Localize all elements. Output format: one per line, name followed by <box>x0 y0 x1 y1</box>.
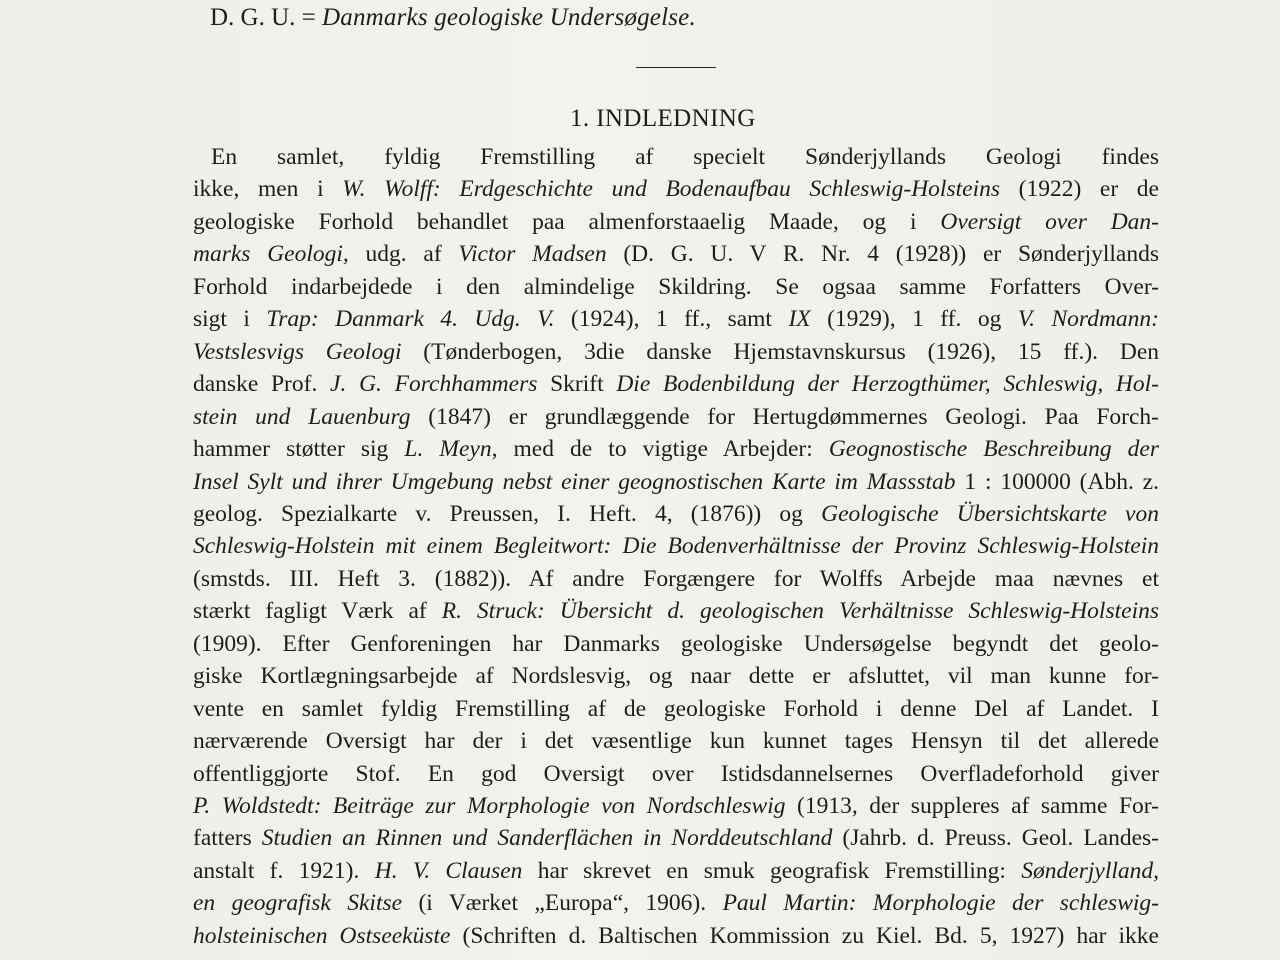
text-span: (1847) er grundlæggende for Hertugdømmernes Geologi. Paa Forch- <box>410 403 1159 430</box>
text-span: En samlet, fyldig Fremstilling af specielt Sønderjyllands Geologi findes <box>211 144 1159 170</box>
italic-span: Schleswig-Holstein mit einem Begleitwort: Die Bodenverhältnisse der Provinz Schleswig-Holstein <box>193 533 1159 560</box>
text-line <box>193 920 1159 952</box>
italic-span: Geognostische Beschreibung der <box>828 436 1159 463</box>
text-line <box>193 822 1159 854</box>
text-span: giske Kortlægningsarbejde af Nordslesvig, og naar dette er afsluttet, vil man kunne for- <box>193 663 1159 690</box>
text-line <box>193 368 1159 400</box>
abbreviation-expansion: Danmarks geologiske Undersøgelse. <box>322 4 696 31</box>
text-span: (i Værket „Europa“, 1906). <box>402 890 723 917</box>
text-span: geolog. Spezialkarte v. Preussen, I. Heft. 4, (1876)) og <box>193 500 822 527</box>
italic-span: Trap: Danmark 4. Udg. V. <box>266 306 555 333</box>
text-line <box>211 141 1159 173</box>
section-divider <box>636 67 716 68</box>
italic-span: Geologische Übersichtskarte von <box>821 500 1159 527</box>
text-line <box>193 336 1159 368</box>
text-span: fatters <box>193 825 262 852</box>
text-span: (1924), 1 ff., samt <box>554 306 789 333</box>
text-span: hammer støtter sig <box>193 436 405 463</box>
italic-span: Die Bodenbildung der Herzogthümer, Schleswig, Hol- <box>616 371 1159 398</box>
text-line <box>193 433 1159 465</box>
text-line <box>193 303 1159 335</box>
italic-span: V. Nordmann: <box>1017 306 1160 333</box>
text-span: nærværende Oversigt har der i det væsentlige kun kunnet tages Hensyn til det allerede <box>193 728 1159 755</box>
text-line <box>193 595 1159 627</box>
italic-span: Victor Madsen <box>458 241 607 268</box>
italic-span: P. Woldstedt: Beiträge zur Morphologie von Nordschleswig <box>193 793 786 819</box>
text-line <box>193 693 1159 725</box>
text-span: (Jahrb. d. Preuss. Geol. Landes- <box>832 825 1159 852</box>
text-span: (1909). Efter Genforeningen har Danmarks geologiske Undersøgelse begyndt det geolo- <box>193 630 1159 657</box>
text-line <box>193 271 1159 303</box>
text-span: 1 : 100000 (Abh. z. <box>955 468 1159 495</box>
text-span: (D. G. U. V R. Nr. 4 (1928)) er Sønderjyllands <box>606 241 1159 268</box>
text-line <box>193 206 1159 238</box>
text-line <box>193 498 1159 530</box>
text-span: sigt i <box>193 306 267 333</box>
italic-span: W. Wolff: Erdgeschichte und Bodenaufbau Schleswig-Holsteins <box>342 176 1000 203</box>
section-title: 1. INDLEDNING <box>570 105 756 132</box>
text-span: (smstds. III. Heft 3. (1882)). Af andre Forgængere for Wolffs Arbejde maa nævnes et <box>193 565 1159 592</box>
text-span: udg. af <box>348 241 459 268</box>
italic-span: H. V. Clausen <box>374 857 523 884</box>
italic-span: Insel Sylt und ihrer Umgebung nebst einer geognostischen Karte im Massstab <box>193 468 956 495</box>
italic-span: Studien an Rinnen und Sanderflächen in Norddeutschland <box>261 825 833 852</box>
text-span: har skrevet en smuk geografisk Fremstilling: <box>522 857 1022 884</box>
text-line <box>193 401 1159 433</box>
text-span: vente en samlet fyldig Fremstilling af de geologiske Forhold i denne Del af Landet. I <box>193 695 1159 722</box>
text-span: anstalt f. 1921). <box>193 857 375 884</box>
text-span: offentliggjorte Stof. En god Oversigt over Istidsdannelsernes Overfladeforhold giver <box>193 760 1159 787</box>
text-line <box>193 173 1159 205</box>
italic-span: R. Struck: Übersicht d. geologischen Verhältnisse Schleswig-Holsteins <box>441 598 1159 625</box>
italic-span: Paul Martin: Morphologie der schleswig- <box>722 890 1159 917</box>
text-line <box>193 790 1159 822</box>
text-line <box>193 238 1159 270</box>
text-line <box>193 466 1159 498</box>
text-span: med de to vigtige Arbejder: <box>497 436 829 463</box>
italic-span: holsteinischen Ostseeküste <box>193 922 451 949</box>
text-span: ikke, men i <box>193 176 343 203</box>
text-line <box>193 660 1159 692</box>
text-span: (Schriften d. Baltischen Kommission zu Kiel. Bd. 5, 1927) har ikke <box>450 922 1159 949</box>
text-line <box>193 887 1159 919</box>
italic-span: marks Geologi, <box>193 241 349 268</box>
text-line <box>193 628 1159 660</box>
italic-span: Vestslesvigs Geologi <box>193 338 402 365</box>
text-span: Skrift <box>537 371 617 398</box>
text-span: (1913, der suppleres af samme For- <box>785 793 1159 819</box>
text-span: (Tønderbogen, 3die danske Hjemstavnskursus (1926), 15 ff.). Den <box>401 338 1159 365</box>
text-line <box>193 758 1159 790</box>
text-span: Forhold indarbejdede i den almindelige Skildring. Se ogsaa samme Forfatters Over- <box>193 273 1159 300</box>
text-line <box>193 530 1159 562</box>
italic-span: Sønderjylland, <box>1021 857 1159 884</box>
text-line <box>193 855 1159 887</box>
text-line <box>193 563 1159 595</box>
abbreviation: D. G. U. = <box>210 4 316 31</box>
text-span: stærkt fagligt Værk af <box>193 598 442 625</box>
italic-span: stein und Lauenburg <box>193 403 411 430</box>
abbreviation-entry <box>210 2 696 34</box>
italic-span: Oversigt over Dan- <box>940 208 1160 235</box>
text-span: (1922) er de <box>1000 176 1159 203</box>
text-line <box>193 725 1159 757</box>
italic-span: J. G. Forchhammers <box>330 371 538 398</box>
text-span: (1929), 1 ff. og <box>810 306 1018 333</box>
italic-span: L. Meyn, <box>404 436 498 463</box>
text-span: geologiske Forhold behandlet paa almenforstaaelig Maade, og i <box>193 208 941 235</box>
text-span: danske Prof. <box>193 371 331 398</box>
italic-span: en geografisk Skitse <box>193 890 403 917</box>
italic-span: IX <box>788 306 811 333</box>
